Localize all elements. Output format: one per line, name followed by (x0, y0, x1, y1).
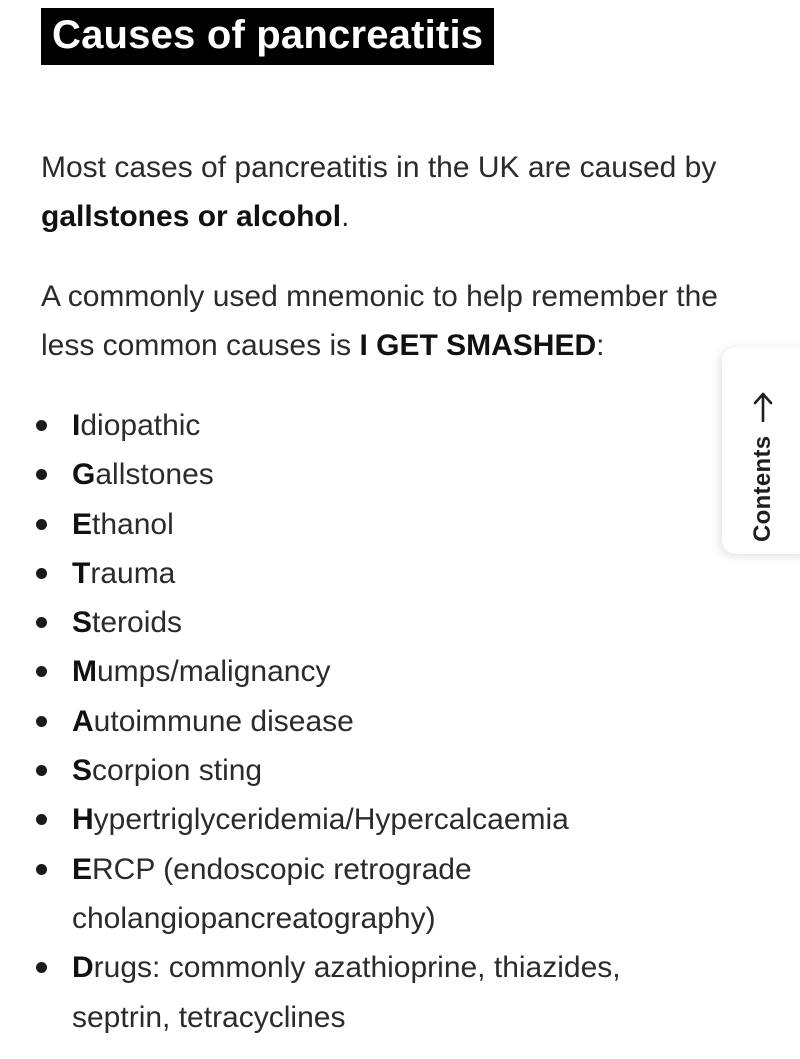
bullet-icon (36, 666, 47, 677)
mnemonic-text: A commonly used mnemonic to help remember the less common causes is (41, 280, 718, 362)
bullet-icon (36, 765, 47, 776)
contents-label: Contents (749, 435, 776, 542)
list-item (0, 549, 672, 598)
contents-inner (743, 372, 783, 542)
heading-block (41, 8, 494, 65)
list-item (0, 401, 672, 450)
list-item (0, 647, 672, 696)
cause-text: umps/malignancy (97, 655, 331, 689)
bullet-icon (36, 519, 47, 530)
intro-end: . (341, 200, 350, 233)
mnemonic-letter: E (72, 507, 93, 541)
bullet-icon (36, 864, 47, 875)
mnemonic-letter: G (72, 458, 96, 492)
cause-text: allstones (95, 458, 214, 492)
mnemonic-letter: T (72, 556, 91, 590)
list-item (0, 450, 672, 499)
list-item (0, 500, 672, 549)
cause-text: corpion sting (92, 754, 263, 788)
mnemonic-bold: I GET SMASHED (359, 329, 597, 362)
mnemonic-letter: I (72, 409, 81, 442)
cause-text: ypertriglyceridemia/Hypercalcaemia (93, 803, 569, 837)
page-title: Causes of pancreatitis (52, 13, 484, 57)
cause-text: RCP (endoscopic retrograde cholangiopancreatography) (72, 852, 472, 935)
list-item (0, 598, 672, 647)
arrow-up-icon (753, 392, 773, 422)
list-item (0, 795, 672, 844)
causes-list (0, 401, 720, 1042)
mnemonic-letter: S (72, 754, 93, 788)
intro-text: Most cases of pancreatitis in the UK are caused by (41, 151, 717, 184)
bullet-icon (36, 568, 47, 579)
cause-text: thanol (92, 507, 174, 541)
intro-paragraph (41, 143, 731, 241)
mnemonic-letter: E (72, 852, 93, 886)
cause-text: rauma (90, 556, 176, 590)
list-item (0, 697, 672, 746)
mnemonic-letter: S (72, 606, 93, 640)
intro-bold: gallstones or alcohol (41, 200, 342, 233)
mnemonic-end: : (596, 329, 605, 362)
mnemonic-paragraph (41, 272, 731, 370)
bullet-icon (36, 420, 47, 431)
cause-text: rugs: commonly azathioprine, thiazides, septrin, tetracyclines (72, 951, 621, 1034)
bullet-icon (36, 962, 47, 973)
list-item (0, 943, 672, 1042)
mnemonic-letter: M (72, 655, 97, 689)
mnemonic-letter: D (72, 951, 94, 985)
cause-text: diopathic (80, 409, 201, 442)
cause-text: utoimmune disease (93, 704, 354, 738)
list-item (0, 746, 672, 795)
bullet-icon (36, 716, 47, 727)
cause-text: teroids (92, 606, 183, 640)
contents-rotated (743, 372, 783, 542)
bullet-icon (36, 469, 47, 480)
list-item (0, 845, 672, 944)
mnemonic-letter: H (72, 803, 94, 837)
mnemonic-letter: A (72, 704, 94, 738)
bullet-icon (36, 617, 47, 628)
contents-toggle-button[interactable] (722, 347, 800, 554)
bullet-icon (36, 814, 47, 825)
